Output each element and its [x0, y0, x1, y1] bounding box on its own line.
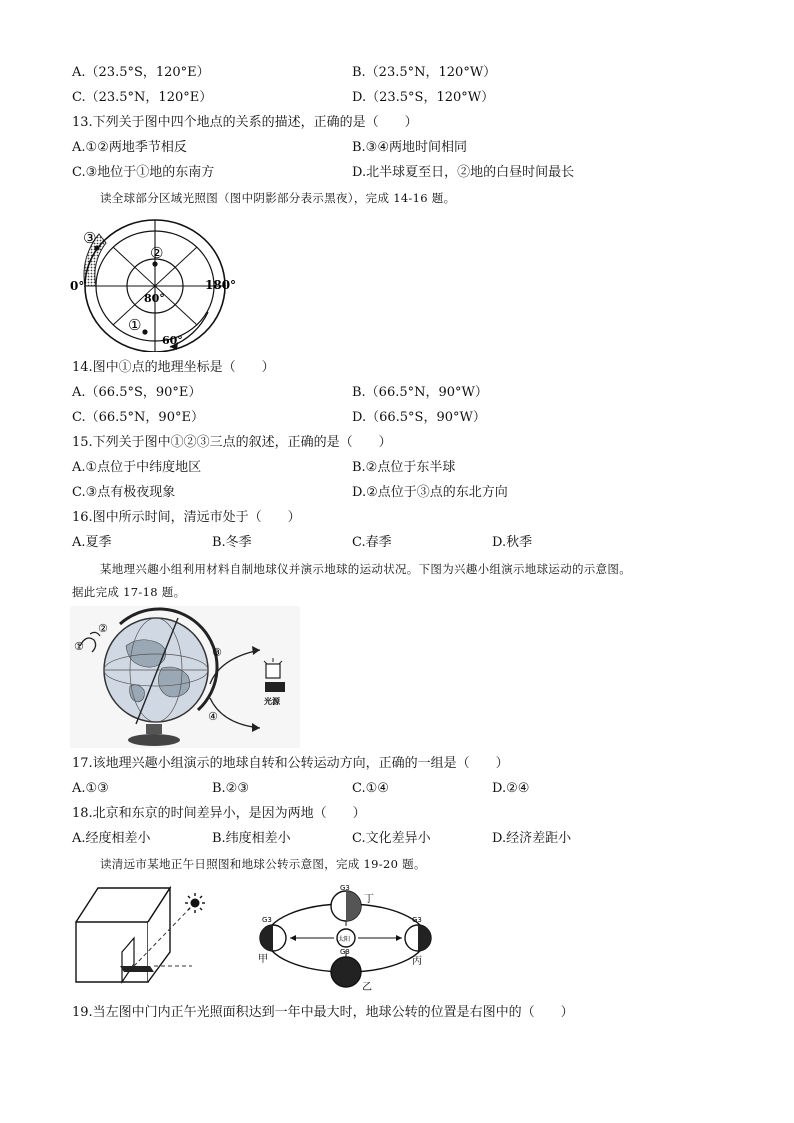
label-1: ① [74, 640, 84, 653]
q13-option-d: D.北半球夏至日，②地的白昼时间最长 [352, 165, 575, 180]
q13-option-a: A.①②两地季节相反 [72, 140, 187, 155]
q12-option-c: C.（23.5°N，120°E） [72, 90, 213, 105]
q17-option-b: B.②③ [212, 781, 249, 796]
q17-option-a: A.①③ [72, 781, 109, 796]
intro-17-18-line1: 某地理兴趣小组利用材料自制地球仪并演示地球的运动状况。下图为兴趣小组演示地球运动的示意图。 [100, 562, 631, 576]
q18-option-c: C.文化差异小 [352, 831, 431, 846]
q15-option-b: B.②点位于东半球 [352, 460, 456, 475]
label-4: ④ [208, 710, 218, 723]
q16-option-d: D.秋季 [492, 535, 533, 550]
label-yi: 乙 [362, 982, 372, 992]
globe-base [128, 734, 180, 746]
q12-option-a: A.（23.5°S，120°E） [72, 65, 210, 80]
point-3-label: ③ [83, 229, 97, 247]
q13-option-c: C.③地位于①地的东南方 [72, 165, 215, 180]
light-source-label: 光源 [264, 697, 280, 706]
q13-stem: 13.下列关于图中四个地点的关系的描述，正确的是（ ） [72, 115, 418, 130]
g3-label-right: G3 [412, 916, 422, 924]
label-ding: 丁 [364, 894, 374, 905]
q16-option-c: C.春季 [352, 535, 392, 550]
q14-option-a: A.（66.5°S，90°E） [72, 385, 202, 400]
q17-option-c: C.①④ [352, 781, 389, 796]
sun-icon [191, 899, 200, 908]
label-180-deg: 180° [205, 278, 237, 292]
q16-option-b: B.冬季 [212, 535, 252, 550]
sunlit-floor-patch [120, 966, 154, 972]
q15-option-c: C.③点有极夜现象 [72, 485, 176, 500]
g3-label-bottom: G3 [340, 948, 350, 956]
point-1-label: ① [128, 316, 142, 334]
q16-stem: 16.图中所示时间，清远市处于（ ） [72, 510, 301, 525]
polar-illumination-figure [66, 212, 246, 352]
point-2-label: ② [150, 244, 164, 262]
q13-option-b: B.③④两地时间相同 [352, 140, 467, 155]
house-front-wall [76, 922, 148, 982]
q18-option-b: B.纬度相差小 [212, 831, 291, 846]
label-80-deg: 80° [144, 292, 165, 305]
earth-revolution-figure [250, 880, 440, 992]
g3-label-top: G3 [340, 884, 350, 892]
q18-option-d: D.经济差距小 [492, 831, 572, 846]
q18-option-a: A.经度相差小 [72, 831, 151, 846]
house-side-wall [148, 888, 170, 982]
label-jia: 甲 [258, 954, 268, 965]
q16-option-a: A.夏季 [72, 535, 112, 550]
label-2: ② [98, 622, 108, 635]
g3-label-left: G3 [262, 916, 272, 924]
q19-stem: 19.当左图中门内正午光照面积达到一年中最大时，地球公转的位置是右图中的（ ） [72, 1005, 574, 1020]
intro-14-16: 读全球部分区域光照图（图中阴影部分表示黑夜），完成 14-16 题。 [100, 191, 456, 205]
q15-option-a: A.①点位于中纬度地区 [72, 460, 202, 475]
q12-option-d: D.（23.5°S，120°W） [352, 90, 495, 105]
light-source-icon [266, 664, 280, 678]
house-sunlight-figure [72, 882, 212, 986]
q14-option-d: D.（66.5°S，90°W） [352, 410, 486, 425]
q14-option-c: C.（66.5°N，90°E） [72, 410, 204, 425]
label-0-deg: 0° [70, 279, 85, 293]
intro-17-18-line2: 据此完成 17-18 题。 [72, 585, 186, 599]
label-60-deg: 60° [162, 334, 183, 347]
label-bing: 丙 [412, 956, 422, 967]
label-3: ③ [212, 646, 222, 659]
sun-label: 太阳 [338, 936, 351, 943]
point-1-dot [142, 329, 147, 334]
earth-yi [331, 957, 361, 987]
q17-option-d: D.②④ [492, 781, 530, 796]
point-2-dot [152, 261, 157, 266]
intro-19-20: 读清远市某地正午日照图和地球公转示意图，完成 19-20 题。 [100, 857, 426, 871]
q17-stem: 17.该地理兴趣小组演示的地球自转和公转运动方向，正确的一组是（ ） [72, 756, 509, 771]
q14-option-b: B.（66.5°N，90°W） [352, 385, 488, 400]
q12-option-b: B.（23.5°N，120°W） [352, 65, 497, 80]
q18-stem: 18.北京和东京的时间差异小，是因为两地（ ） [72, 806, 366, 821]
q14-stem: 14.图中①点的地理坐标是（ ） [72, 360, 275, 375]
q15-stem: 15.下列关于图中①②③三点的叙述，正确的是（ ） [72, 435, 392, 450]
globe-demo-figure [70, 606, 300, 748]
q15-option-d: D.②点位于③点的东北方向 [352, 485, 508, 500]
